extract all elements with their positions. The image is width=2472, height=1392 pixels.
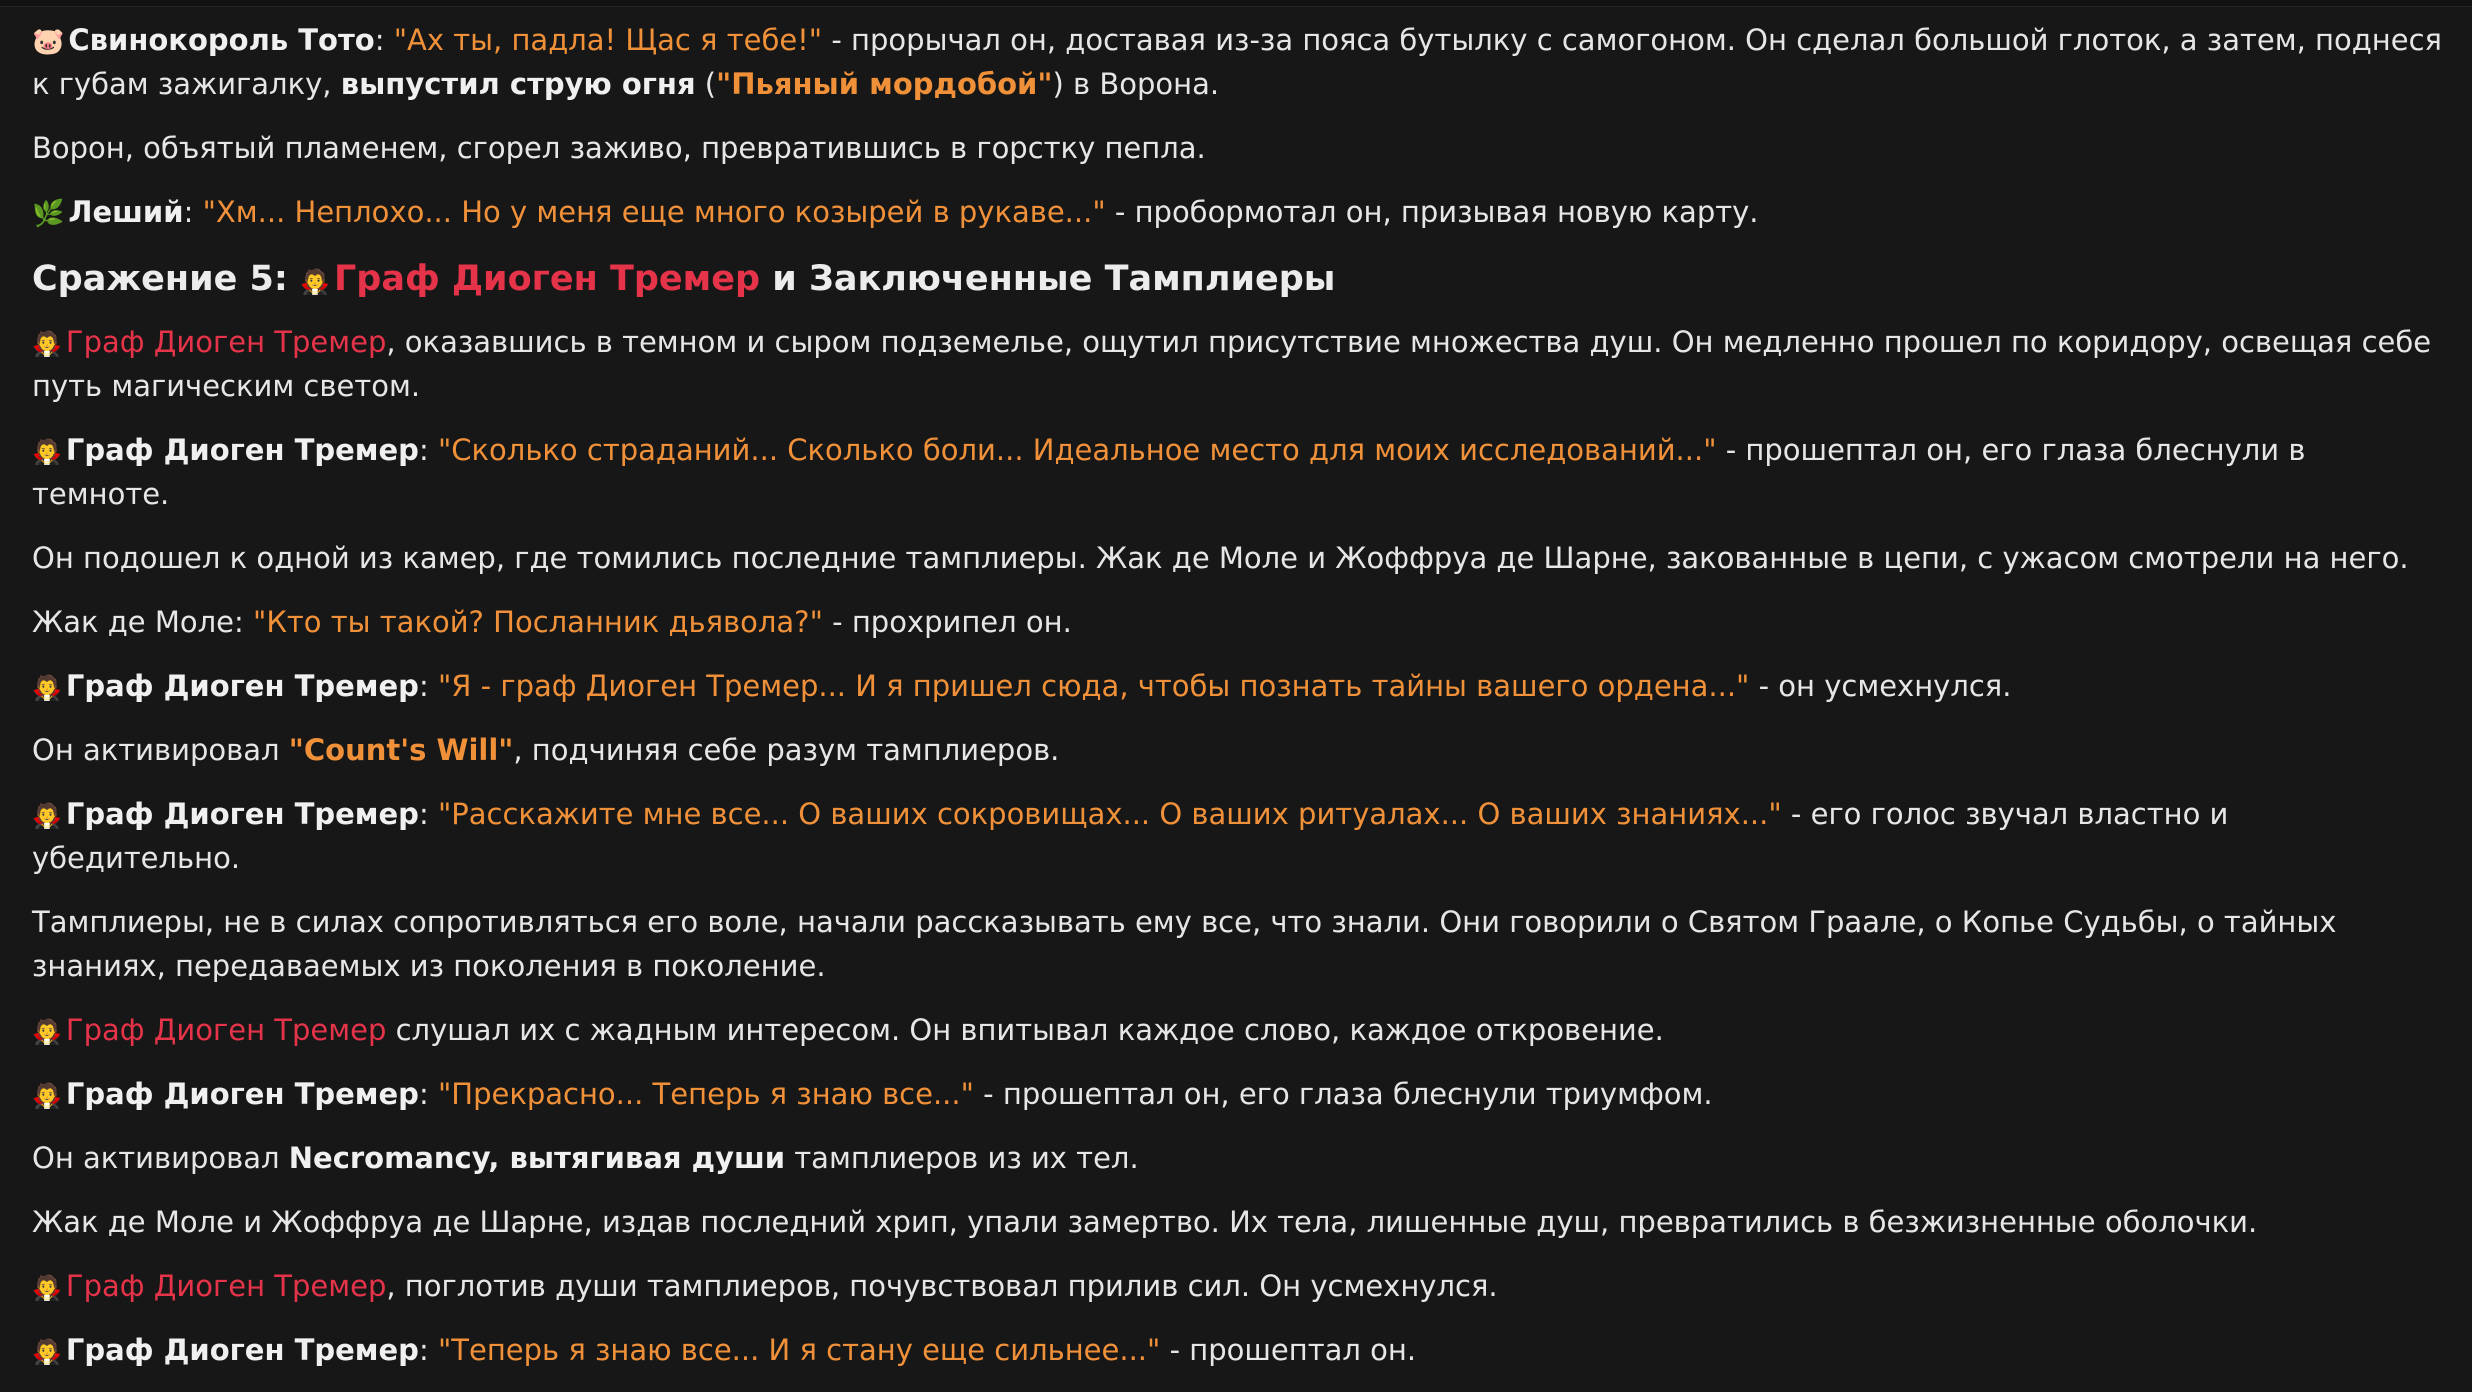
dialogue-quote: "Сколько страданий... Сколько боли... Идеальное место для моих исследований...": [437, 433, 1717, 467]
character-name: Граф Диоген Тремер: [333, 259, 761, 299]
story-paragraph: 🧛 Граф Диоген Тремер слушал их с жадным интересом. Он впитывал каждое слово, каждое откровение.: [32, 1013, 1664, 1047]
story-paragraph: 🧛 Граф Диоген Тремер: "Сколько страданий... Сколько боли... Идеальное место для моих исследований..." - прошептал он, его глаза блеснули в темноте.: [32, 433, 2306, 511]
speaker-name: Граф Диоген Тремер: [65, 1333, 419, 1367]
skill-name: "Пьяный мордобой": [716, 67, 1053, 101]
vampire-icon: 🧛: [32, 802, 62, 830]
story-paragraph: Ворон, объятый пламенем, сгорел заживо, превратившись в горстку пепла.: [32, 131, 1206, 165]
speaker-name: Свинокороль Тото: [68, 23, 375, 57]
top-toolbar-edge: [0, 0, 2472, 7]
story-paragraph: Он подошел к одной из камер, где томились последние тамплиеры. Жак де Моле и Жоффруа де Шарне, закованные в цепи, с ужасом смотрели на него.: [32, 541, 2409, 575]
skill-name: "Count's Will": [288, 733, 514, 767]
battle-heading: Сражение 5: 🧛 Граф Диоген Тремер и Заключенные Тамплиеры: [32, 259, 1336, 299]
character-name: Граф Диоген Тремер: [65, 1013, 387, 1047]
speaker-name: Граф Диоген Тремер: [65, 669, 419, 703]
story-paragraph: Жак де Моле: "Кто ты такой? Посланник дьявола?" - прохрипел он.: [32, 605, 1072, 639]
vampire-icon: 🧛: [32, 1274, 62, 1302]
action-highlight: выпустил струю огня: [340, 67, 696, 101]
leaf-icon: 🌿: [32, 199, 65, 229]
vampire-icon: 🧛: [32, 1338, 62, 1366]
story-paragraph: 🧛 Граф Диоген Тремер, оказавшись в темном и сыром подземелье, ощутил присутствие множества душ. Он медленно прошел по коридору, освещая себе путь магическим светом.: [32, 325, 2432, 403]
character-name: Граф Диоген Тремер: [65, 1269, 387, 1303]
story-paragraph: 🌿 Леший: "Хм... Неплохо... Но у меня еще много козырей в рукаве..." - пробормотал он, призывая новую карту.: [32, 195, 1759, 229]
speaker-name: Граф Диоген Тремер: [65, 797, 419, 831]
story-log: [32, 18, 2442, 1392]
story-paragraph: 🧛 Граф Диоген Тремер, поглотив души тамплиеров, почувствовал прилив сил. Он усмехнулся.: [32, 1269, 1498, 1303]
vampire-icon: 🧛: [32, 330, 62, 358]
vampire-icon: 🧛: [32, 438, 62, 466]
story-paragraph: 🧛 Граф Диоген Тремер: "Теперь я знаю все... И я стану еще сильнее..." - прошептал он.: [32, 1333, 1417, 1367]
story-paragraph: 🐷 Свинокороль Тото: "Ах ты, падла! Щас я тебе!" - прорычал он, доставая из-за пояса бутылку с самогоном. Он сделал большой глоток, а затем, поднеся к губам зажигалку, выпустил струю огня ("Пьяный мордобой") в Ворона.: [32, 23, 2442, 101]
story-paragraph: 🧛 Граф Диоген Тремер: "Прекрасно... Теперь я знаю все..." - прошептал он, его глаза блеснули триумфом.: [32, 1077, 1713, 1111]
pig-icon: 🐷: [32, 27, 65, 57]
dialogue-quote: "Ах ты, падла! Щас я тебе!": [393, 23, 823, 57]
speaker-name: Граф Диоген Тремер: [65, 1077, 419, 1111]
vampire-icon: 🧛: [32, 1082, 62, 1110]
dialogue-quote: "Расскажите мне все... О ваших сокровищах... О ваших ритуалах... О ваших знаниях...": [437, 797, 1782, 831]
vampire-icon: 🧛: [32, 1018, 62, 1046]
skill-name: Necromancy: [288, 1141, 489, 1175]
dialogue-quote: "Теперь я знаю все... И я стану еще сильнее...": [437, 1333, 1161, 1367]
speaker-name: Жак де Моле:: [32, 605, 253, 639]
dialogue-quote: "Кто ты такой? Посланник дьявола?": [252, 605, 823, 639]
dialogue-quote: "Хм... Неплохо... Но у меня еще много козырей в рукаве...": [202, 195, 1106, 229]
story-paragraph: Тамплиеры, не в силах сопротивляться его воле, начали рассказывать ему все, что знали. Они говорили о Святом Граале, о Копье Судьбы, о тайных знаниях, передаваемых из поколения в поколение.: [32, 905, 2337, 983]
story-paragraph: 🧛 Граф Диоген Тремер: "Я - граф Диоген Тремер... И я пришел сюда, чтобы познать тайны вашего ордена..." - он усмехнулся.: [32, 669, 2012, 703]
dialogue-quote: "Я - граф Диоген Тремер... И я пришел сюда, чтобы познать тайны вашего ордена...": [437, 669, 1750, 703]
speaker-name: Граф Диоген Тремер: [65, 433, 419, 467]
story-paragraph: 🧛 Граф Диоген Тремер: "Расскажите мне все... О ваших сокровищах... О ваших ритуалах... О ваших знаниях..." - его голос звучал властно и убедительно.: [32, 797, 2229, 875]
action-highlight: , вытягивая души: [488, 1141, 786, 1175]
dialogue-quote: "Прекрасно... Теперь я знаю все...": [437, 1077, 974, 1111]
speaker-name: Леший: [68, 195, 184, 229]
story-paragraph: Он активировал Necromancy, вытягивая души тамплиеров из их тел.: [32, 1141, 1139, 1175]
vampire-icon: 🧛: [300, 268, 330, 296]
story-paragraph: Жак де Моле и Жоффруа де Шарне, издав последний хрип, упали замертво. Их тела, лишенные душ, превратились в безжизненные оболочки.: [32, 1205, 2258, 1239]
character-name: Граф Диоген Тремер: [65, 325, 387, 359]
story-paragraph: Он активировал "Count's Will", подчиняя себе разум тамплиеров.: [32, 733, 1060, 767]
vampire-icon: 🧛: [32, 674, 62, 702]
